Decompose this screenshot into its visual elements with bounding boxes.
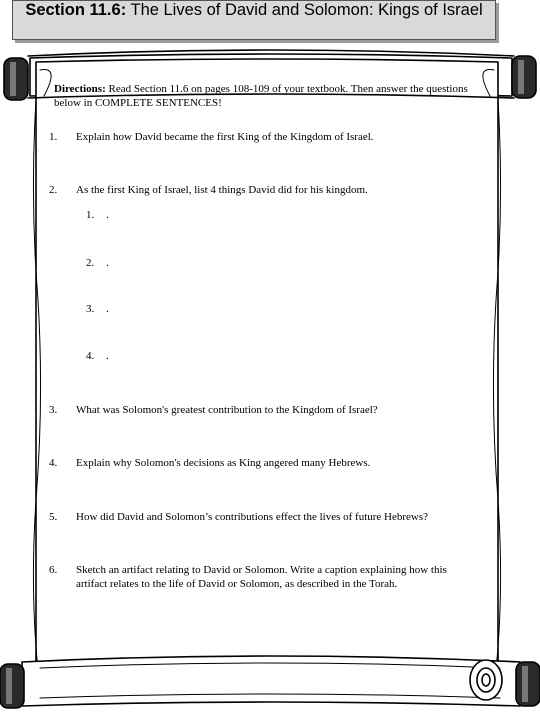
question-text: How did David and Solomon’s contributions effect the lives of future Hebrews? — [76, 511, 429, 523]
question-number: 1. — [49, 131, 58, 143]
question-text: As the first King of Israel, list 4 things David did for his kingdom. — [76, 184, 368, 196]
question-number: 2. — [49, 184, 58, 196]
sub-item-number: 2. — [86, 257, 95, 269]
sub-item-2 — [86, 256, 109, 270]
question-number: 3. — [49, 404, 58, 416]
sub-item-number: 1. — [86, 209, 95, 221]
directions-text: Read Section 11.6 on pages 108-109 of your textbook. Then answer the questions below in COMPLETE SENTENCES! — [54, 83, 468, 109]
sub-item-3 — [86, 302, 109, 316]
question-text: What was Solomon's greatest contribution to the Kingdom of Israel? — [76, 404, 378, 416]
question-number: 6. — [49, 564, 58, 576]
title-section-label: Section 11.6: — [25, 1, 127, 19]
sub-item-number: 4. — [86, 350, 95, 362]
directions — [54, 82, 474, 110]
question-text: Explain why Solomon's decisions as King angered many Hebrews. — [76, 457, 371, 469]
sub-item-text: . — [106, 350, 109, 362]
sub-item-text: . — [106, 209, 109, 221]
sub-item-text: . — [106, 303, 109, 315]
sub-item-number: 3. — [86, 303, 95, 315]
directions-label: Directions: — [54, 83, 106, 95]
sub-item-text: . — [106, 257, 109, 269]
sub-item-1 — [86, 208, 109, 222]
question-number: 5. — [49, 511, 58, 523]
question-text: Explain how David became the first King of the Kingdom of Israel. — [76, 131, 374, 143]
question-number: 4. — [49, 457, 58, 469]
title-text: The Lives of David and Solomon: Kings of Israel — [126, 1, 483, 19]
sub-item-4 — [86, 349, 109, 363]
question-text: Sketch an artifact relating to David or Solomon. Write a caption explaining how this artifact relates to the life of David or Solomon, as described in the Torah. — [76, 564, 447, 590]
